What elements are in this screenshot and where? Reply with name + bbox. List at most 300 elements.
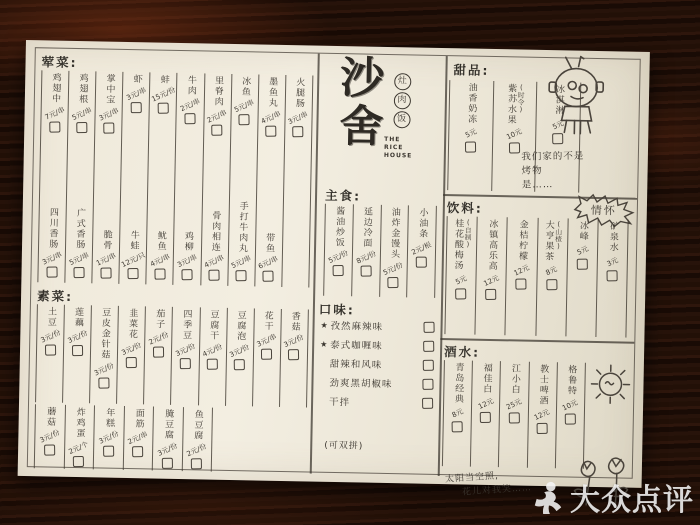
dish-entry (181, 309, 192, 341)
dish-name: 花干 (262, 310, 273, 332)
dish-entry (466, 82, 477, 124)
flavor-note: (可双拼) (324, 440, 364, 452)
menu-column (407, 205, 437, 298)
checkbox (127, 268, 138, 279)
flavor-label: 泰式咖喱味 (330, 339, 383, 352)
checkbox (209, 270, 220, 281)
flavor-row (320, 337, 434, 353)
checkbox (239, 114, 250, 125)
dish-name: 油香奶冻 (465, 82, 477, 125)
bottom-note-line: 花儿对我笑…… (461, 482, 533, 498)
bottom-note (445, 468, 533, 501)
checkbox (261, 349, 272, 360)
checkbox (508, 412, 519, 423)
dish-price: 5元/串 (70, 105, 93, 122)
dish-name: 骨肉相连 (209, 210, 221, 253)
checkbox (565, 413, 576, 424)
dish-price: 3元/串 (40, 250, 63, 267)
dish-name: 福佳白 (481, 362, 492, 395)
checkbox (73, 267, 84, 278)
dish-entry (104, 74, 115, 106)
dish-entry (537, 364, 548, 406)
brand-english-name: THE RICE HOUSE (383, 135, 413, 160)
flavor-row (319, 394, 433, 410)
dish-name: 里脊肉 (212, 75, 224, 108)
dish-price: 5元/串 (233, 98, 256, 115)
column-spacer (161, 118, 163, 230)
dish-name: 牛蛙 (128, 230, 139, 252)
checkbox (388, 277, 399, 288)
checkbox (546, 279, 557, 290)
handwritten-menu-paper (18, 40, 650, 498)
dish-entry (72, 307, 83, 328)
checkbox (422, 378, 433, 389)
menu-column (596, 219, 628, 338)
brand-seal (383, 73, 419, 188)
dish-entry (453, 362, 464, 404)
dish-entry (74, 208, 85, 250)
menu-column (380, 205, 410, 298)
dish-name: 炸鸡蛋 (74, 407, 85, 439)
menu-column (94, 405, 125, 470)
menu-column (228, 74, 259, 286)
dish-price: 5元/串 (67, 251, 91, 268)
section-title-flavor: 口味: (318, 301, 356, 318)
dish-entry (333, 206, 344, 248)
dish-price: 5元 (454, 273, 468, 286)
dish-price: 3元/份 (156, 441, 179, 458)
checkbox (423, 340, 434, 351)
dish-name: 广式香肠 (74, 207, 86, 251)
dish-price: 8元/份 (354, 249, 378, 266)
slogan-line: 烤物 (521, 165, 543, 177)
menu-column (226, 308, 255, 407)
dish-price: 1元/串 (94, 251, 118, 268)
dish-name: 鸡翅中 (49, 72, 61, 105)
dish-name: 豆腐泡 (235, 310, 246, 342)
dish-name: 面筋 (133, 408, 144, 430)
checkbox (416, 256, 427, 267)
dish-price: 3元/份 (66, 329, 89, 346)
bottom-note-line: 太阳当空照, (444, 471, 500, 485)
flavor-row (320, 318, 434, 334)
column-spacer (107, 138, 109, 229)
menu-column (93, 71, 124, 283)
section-title-dessert: 甜品: (453, 62, 490, 78)
watermark (531, 475, 694, 519)
section-staple-columns (323, 204, 437, 298)
dish-name: 莲藕 (72, 306, 84, 329)
section-vegetable-row2-columns (34, 404, 213, 471)
dish-price: 15元/份 (150, 85, 177, 104)
dish-name: 年糕 (103, 407, 115, 429)
seal-character: 灶 (394, 73, 411, 90)
dish-price: 2元/串 (206, 108, 229, 125)
dish-entry (192, 409, 203, 441)
checkbox (130, 102, 141, 113)
dish-name: 鱿鱼 (155, 230, 166, 252)
flavor-label: 甜辣和风味 (329, 358, 383, 371)
flavor-label: 孜然麻辣味 (330, 320, 384, 333)
menu-column (323, 204, 354, 297)
dish-price: 12元 (512, 263, 531, 278)
checkbox (423, 321, 434, 332)
checkbox (485, 288, 496, 299)
dish-entry (566, 364, 577, 396)
dish-price: 4元/串 (260, 109, 283, 126)
checkbox (180, 358, 191, 369)
dish-price: 5元/份 (327, 249, 350, 266)
checkbox (181, 269, 192, 280)
checkbox (263, 271, 274, 282)
dish-name: 青岛经典 (452, 362, 464, 405)
slogan-line: 是…… (521, 178, 554, 191)
dish-name: 油炸金馒头 (388, 207, 400, 260)
dish-name: 四川香肠 (47, 207, 59, 250)
dish-name: 冰峰 (577, 220, 589, 242)
dish-name: 豆腐干 (208, 309, 219, 342)
menu-column (471, 361, 501, 468)
dish-entry (452, 218, 471, 271)
menu-column (506, 217, 538, 336)
dish-name: 桂花酸梅汤 (452, 218, 464, 271)
dish-entry (417, 208, 428, 240)
menu-column (499, 361, 529, 468)
dish-entry (607, 221, 618, 253)
dish-name: 韭菜花 (126, 307, 138, 340)
dish-entry (128, 230, 139, 251)
dish-entry (486, 219, 497, 272)
dish-price: 4元/串 (203, 253, 226, 270)
menu-column (536, 218, 568, 337)
dish-price: 5元 (463, 127, 478, 140)
dish-entry (158, 75, 169, 86)
dish-entry (577, 221, 588, 242)
menu-column (117, 306, 146, 405)
dish-name: 延边冷面 (361, 206, 373, 249)
dish-price: 3元/串 (255, 332, 279, 349)
column-spacer (188, 129, 190, 231)
dish-name: 土豆 (45, 306, 57, 328)
dish-name: 江小白 (509, 363, 521, 396)
dish-price: 3元 (605, 255, 620, 268)
menu-column (63, 305, 92, 404)
dish-price: 12元 (482, 273, 501, 288)
checkbox (45, 344, 56, 355)
checkbox (360, 265, 371, 276)
flavor-row (319, 375, 433, 391)
dish-entry (133, 408, 144, 429)
dish-name: 酱油炒饭 (333, 205, 345, 249)
dish-name: 墨鱼丸 (266, 76, 278, 109)
checkbox (44, 444, 55, 455)
menu-column (37, 70, 69, 283)
menu-column (34, 404, 66, 469)
checkbox (158, 102, 169, 113)
seal-character: 肉 (393, 92, 410, 109)
dish-name: 脆骨 (101, 229, 112, 251)
dish-entry (505, 83, 524, 125)
dish-price: 3元/份 (283, 333, 306, 350)
checkbox (576, 259, 587, 270)
checkbox (465, 141, 476, 152)
checkbox (606, 270, 617, 281)
dish-entry (208, 310, 219, 342)
checkbox (423, 359, 434, 370)
checkbox (455, 288, 466, 299)
sun-doodle (587, 361, 634, 408)
restaurant-logo (311, 54, 442, 188)
section-title-staple: 主食: (324, 187, 362, 204)
checkbox (126, 356, 137, 367)
dish-name: 带鱼 (263, 232, 275, 254)
dish-price: 5元 (575, 244, 590, 257)
menu-column (171, 307, 200, 406)
dish-price: 10元 (505, 127, 524, 142)
dish-entry (293, 77, 304, 109)
dish-name: 冰淇淋 (553, 84, 565, 116)
slogan-line: 我们家的不是 (521, 150, 585, 163)
dish-entry (543, 220, 562, 262)
checkbox (211, 124, 222, 135)
dianping-logo-icon (531, 480, 565, 514)
dish-name: 掌中宝 (104, 73, 115, 106)
dish-entry (182, 231, 193, 252)
dish-price: 3元/串 (125, 85, 148, 102)
checkbox (184, 113, 195, 124)
column-spacer (215, 140, 216, 210)
checkbox (162, 457, 173, 468)
dish-entry (209, 211, 220, 253)
section-meat-columns (37, 70, 313, 287)
dish-price: 3元/份 (120, 340, 143, 357)
dish-price: 4元/串 (149, 252, 172, 269)
dish-name: 豆皮金针菇 (99, 307, 111, 361)
dish-price: 2元/根 (410, 240, 433, 257)
dish-entry (74, 407, 85, 439)
menu-column (201, 73, 232, 285)
dish-price: 12元/只 (119, 251, 147, 270)
menu-column (199, 307, 228, 406)
dish-price: 7元/串 (43, 105, 66, 122)
dish-entry (185, 75, 196, 96)
section-title-vegetable: 素菜: (36, 288, 74, 304)
dish-price: 12元 (533, 407, 552, 422)
checkbox (288, 349, 299, 360)
dish-entry (236, 201, 247, 254)
menu-column (253, 308, 282, 407)
slogan-text (521, 150, 585, 192)
robot-doodle (544, 52, 612, 149)
dish-name: 鸡柳 (182, 231, 194, 253)
menu-column (255, 74, 286, 286)
dish-name: 鸡翅根 (77, 72, 88, 105)
dish-name: 冰鱼 (239, 76, 251, 98)
checkbox (293, 126, 304, 137)
dish-entry (45, 306, 56, 327)
dish-price: 4元/份 (201, 342, 224, 359)
dish-price: 3元/串 (287, 109, 310, 126)
checkbox (480, 411, 491, 422)
flavor-label: 劲爽黑胡椒味 (329, 377, 393, 391)
dish-entry (131, 74, 142, 85)
dish-price: 5元/份 (382, 260, 405, 277)
menu-column (442, 360, 473, 467)
dish-name: 小油条 (417, 207, 428, 240)
dish-name: 格鲁特 (565, 364, 577, 397)
dish-price: 2元/串 (179, 97, 202, 114)
checkbox (516, 278, 527, 289)
star-icon: ★ (320, 339, 328, 349)
checkbox (49, 121, 60, 132)
dish-note: (自制) (463, 218, 473, 249)
dish-price: 2元/份 (147, 330, 170, 347)
checkbox (98, 377, 109, 388)
checkbox (100, 267, 111, 278)
dish-price: 2元/个 (67, 439, 91, 456)
menu-column (35, 304, 65, 403)
checkbox (207, 358, 218, 369)
dish-price: 8元 (544, 265, 559, 278)
checkbox (76, 121, 87, 132)
menu-column (153, 407, 184, 472)
dish-name: 四季豆 (180, 309, 192, 341)
dish-entry (77, 73, 88, 105)
flavor-label: 干拌 (328, 396, 351, 409)
dish-entry (162, 409, 173, 441)
dish-name: 金桔柠檬 (516, 219, 528, 262)
dish-name: 蘑菇 (44, 406, 56, 428)
section-drinks-columns (444, 216, 628, 337)
dish-name: 矿泉水 (607, 221, 619, 253)
checkbox (103, 446, 114, 457)
dish-entry (264, 233, 275, 254)
column-spacer (134, 118, 136, 230)
dish-entry (104, 408, 115, 429)
dish-name: 鱼豆腐 (192, 409, 203, 441)
menu-column (147, 72, 178, 284)
menu-column (182, 407, 213, 472)
checkbox (422, 397, 433, 408)
dish-name: 蚌 (158, 74, 169, 86)
checkbox (452, 421, 463, 432)
checkbox (332, 265, 343, 276)
checkbox (266, 125, 277, 136)
checkbox (132, 446, 143, 457)
menu-column (64, 405, 95, 470)
checkbox (103, 122, 114, 133)
dish-price: 2元/串 (127, 430, 150, 447)
dish-price: 6元/串 (257, 254, 280, 271)
column-spacer (53, 137, 54, 207)
star-icon: ★ (320, 320, 328, 330)
dish-price: 12元 (477, 396, 495, 411)
checkbox (154, 269, 165, 280)
dish-entry (266, 77, 277, 109)
menu-column (123, 406, 154, 471)
dish-entry (126, 308, 137, 340)
section-flavor-rows (319, 318, 435, 415)
dish-name: 茄子 (154, 308, 165, 330)
dish-name: 虾 (131, 74, 142, 85)
burst-text: 情怀 (590, 203, 617, 218)
section-alcohol-columns (442, 360, 586, 469)
dish-note: (时令) (516, 83, 526, 114)
checkbox (73, 456, 84, 467)
menu-column (90, 305, 119, 404)
menu-column (65, 71, 96, 283)
dish-entry (289, 311, 300, 332)
menu-column (444, 216, 477, 335)
dish-entry (239, 76, 250, 97)
section-title-meat: 荤菜: (41, 54, 78, 70)
dish-name: 香菇 (289, 311, 300, 333)
dish-price: 5元/串 (230, 254, 253, 271)
checkbox (236, 270, 247, 281)
dish-name: 教士啤酒 (537, 363, 549, 407)
dish-price: 3元/份 (92, 361, 116, 378)
dish-entry (101, 229, 112, 250)
dish-price: 3元/份 (228, 342, 251, 359)
dish-entry (212, 76, 223, 108)
dish-entry (509, 363, 520, 395)
dish-name: 手打牛肉丸 (236, 200, 248, 254)
dish-entry (45, 406, 56, 427)
checkbox (508, 142, 519, 153)
dish-entry (481, 363, 492, 395)
dish-price: 3元/份 (39, 328, 62, 345)
dish-name: 冰镇高乐高 (486, 218, 498, 272)
menu-column (527, 362, 557, 469)
dish-entry (517, 219, 528, 261)
menu-column (447, 80, 494, 191)
menu-column (566, 218, 598, 337)
checkbox (46, 266, 57, 277)
brand-name: 沙舍 (330, 53, 384, 151)
dish-name: 火腿肠 (293, 77, 305, 109)
dish-name: 牛肉 (185, 75, 197, 97)
dish-name: 腌豆腐 (162, 408, 174, 441)
dish-note: (山楂) (554, 220, 563, 251)
dish-entry (235, 310, 246, 342)
dish-name: 大亨果茶 (543, 219, 554, 263)
dish-price: 8元 (450, 407, 465, 420)
dish-entry (99, 307, 110, 360)
dish-price: 2元/份 (185, 441, 209, 458)
dish-entry (154, 309, 165, 330)
dish-price: 25元 (505, 396, 524, 411)
dish-entry (50, 72, 61, 104)
checkbox (72, 345, 83, 356)
section-title-alcohol: 酒水: (443, 344, 481, 360)
menu-column (282, 75, 313, 287)
checkbox (153, 347, 164, 358)
dish-entry (155, 231, 166, 252)
dish-price: 5元 (551, 118, 566, 131)
section-title-drinks: 饮料: (446, 200, 483, 216)
watermark-brand-text: 大众点评 (570, 483, 694, 518)
dish-name: 紫苏水果 (505, 83, 517, 126)
column-spacer (243, 130, 244, 200)
dish-price: 3元/份 (174, 341, 197, 358)
dish-entry (389, 207, 400, 260)
menu-column (144, 306, 173, 405)
checkbox (191, 458, 202, 469)
section-vegetable-columns (35, 304, 309, 407)
checkbox (234, 359, 245, 370)
column-spacer (269, 141, 271, 232)
checkbox (536, 423, 547, 434)
